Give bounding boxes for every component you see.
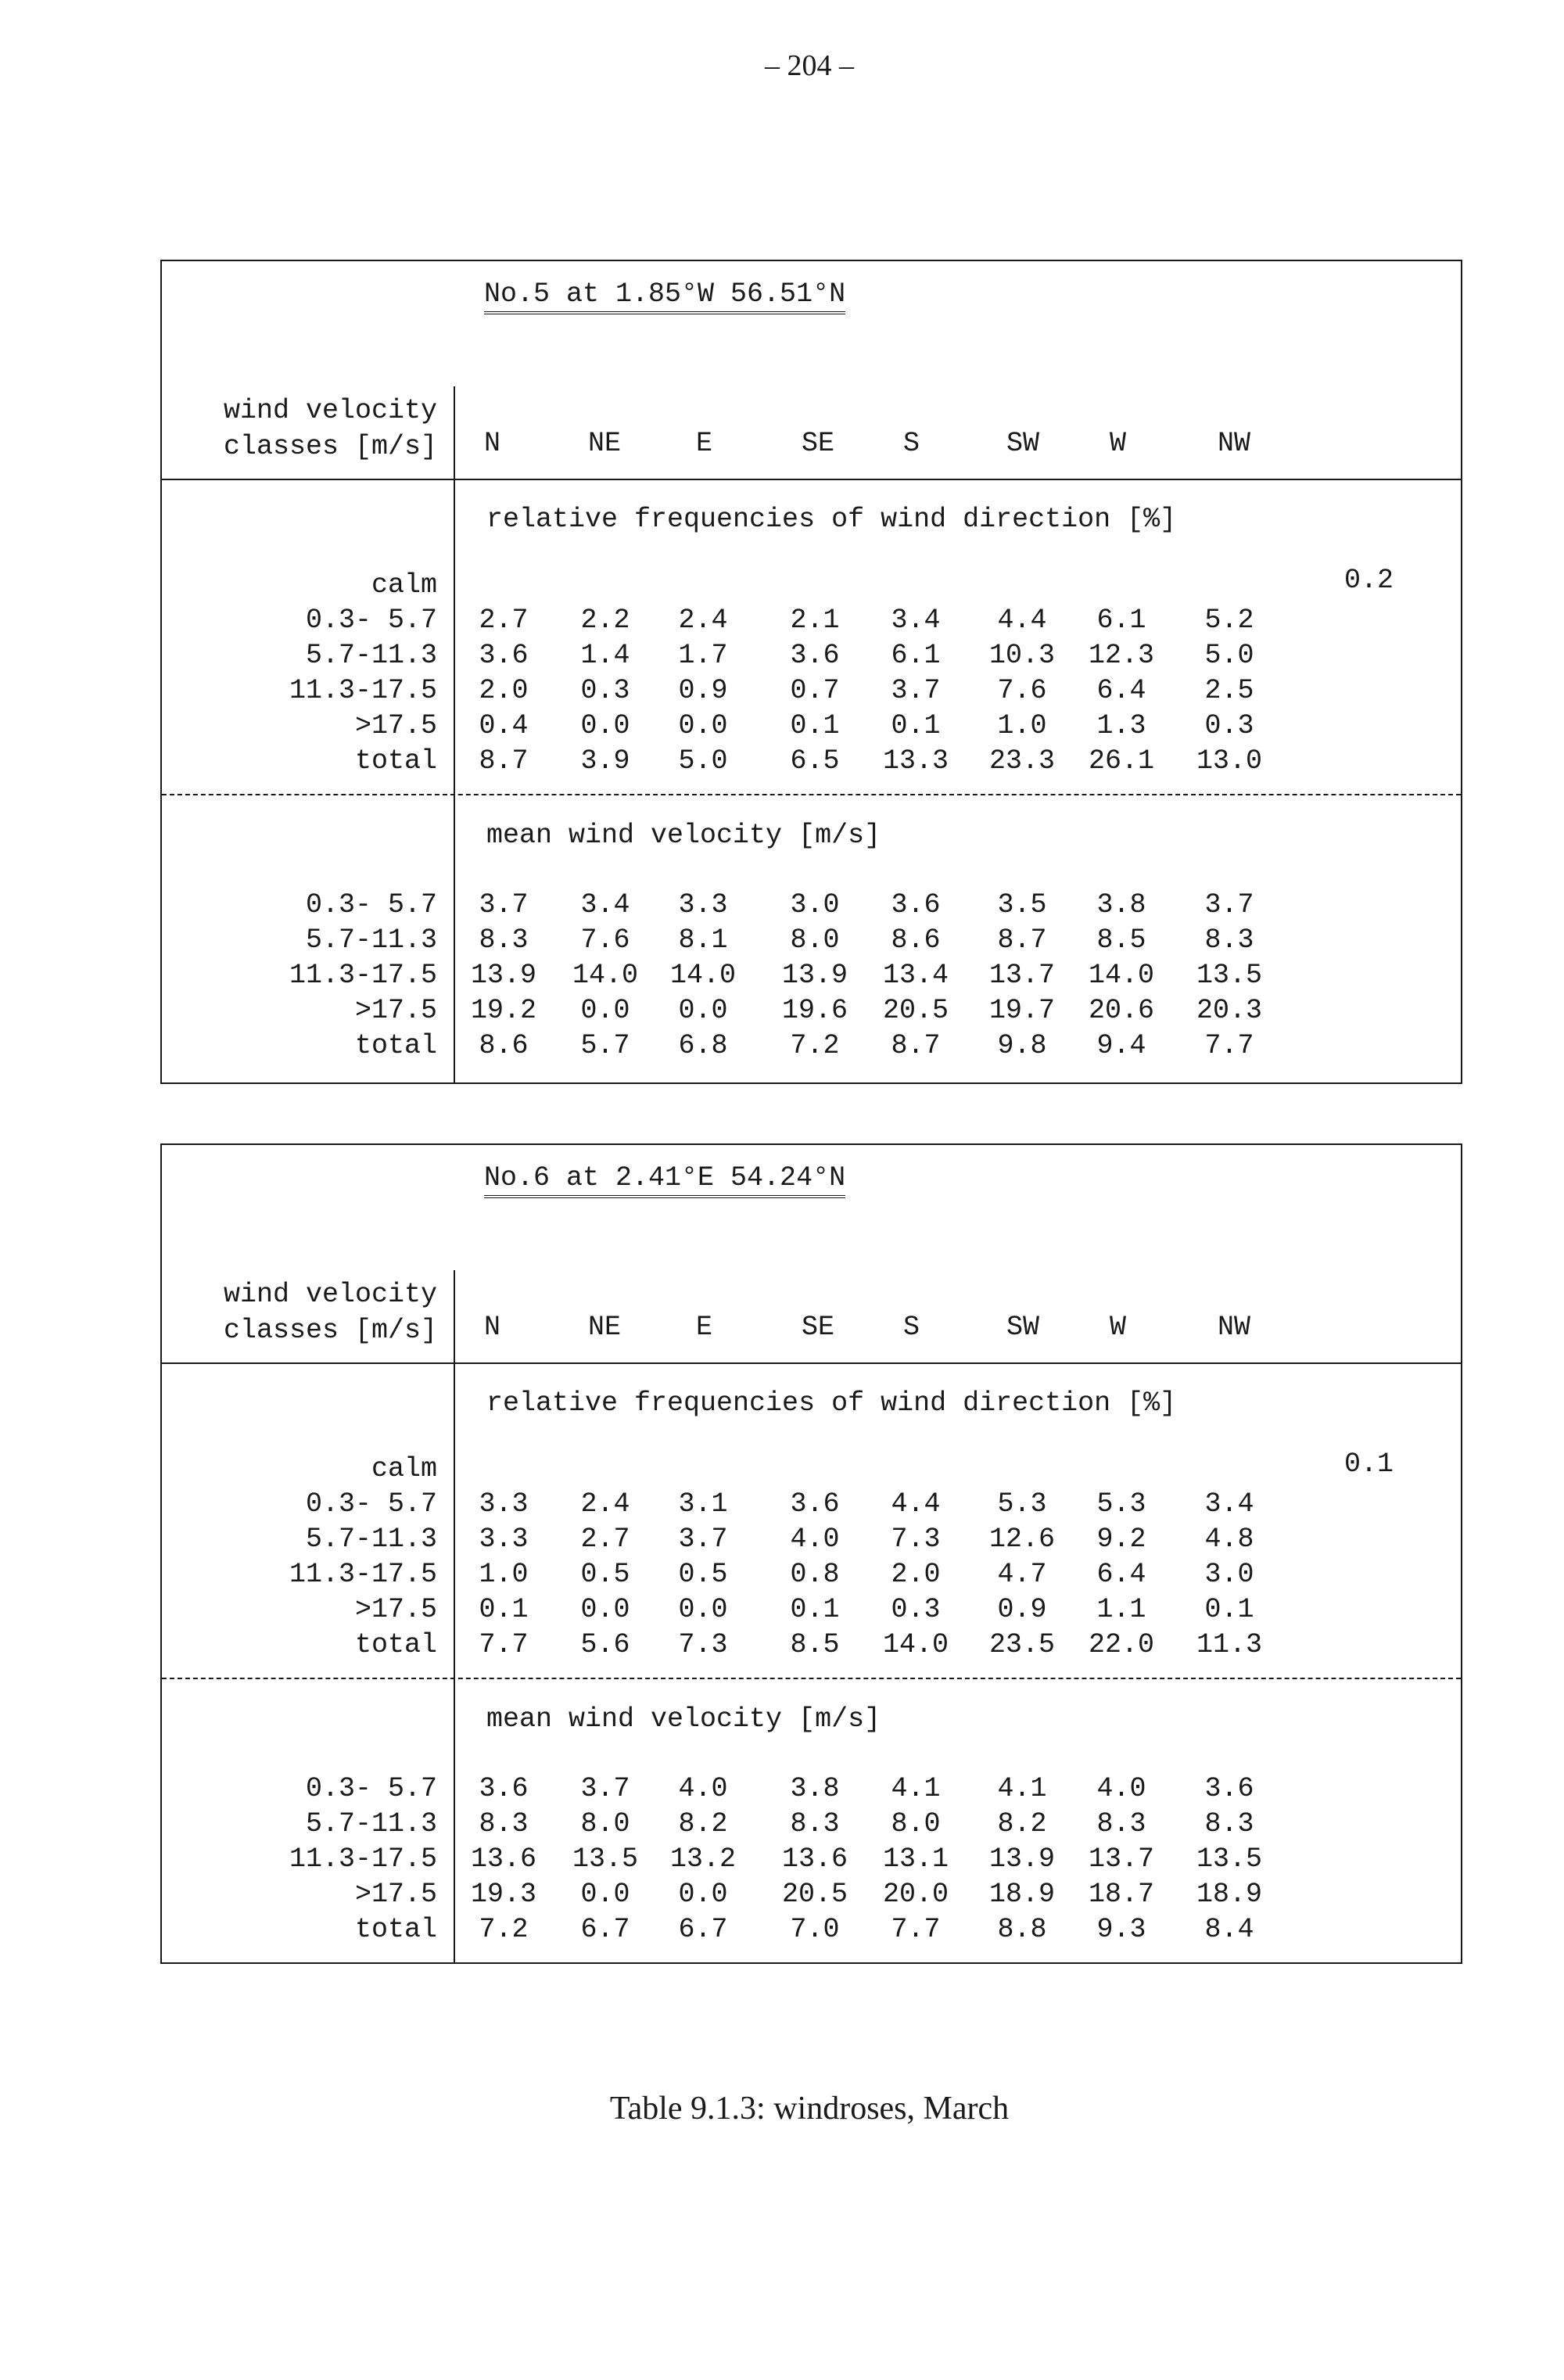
table-cell: 0.0 <box>580 1594 630 1625</box>
table-cell: 7.3 <box>891 1524 941 1555</box>
table-cell: 8.3 <box>1204 1808 1254 1840</box>
column-divider <box>454 386 455 1082</box>
row-label: 5.7-11.3 <box>305 924 437 956</box>
table-cell: 6.8 <box>678 1030 728 1061</box>
direction-header: E <box>696 428 713 459</box>
velocity-section-label: mean wind velocity [m/s] <box>486 820 881 851</box>
station-title: No.5 at 1.85°W 56.51°N <box>484 278 845 314</box>
table-cell: 7.2 <box>479 1914 529 1945</box>
table-cell: 4.1 <box>997 1773 1047 1804</box>
table-cell: 8.3 <box>790 1808 840 1840</box>
table-cell: 20.3 <box>1196 995 1262 1026</box>
table-cell: 8.7 <box>997 924 1047 956</box>
table-cell: 13.0 <box>1196 745 1262 777</box>
table-cell: 4.0 <box>1096 1773 1146 1804</box>
table-cell: 0.1 <box>891 710 941 741</box>
table-cell: 4.4 <box>891 1488 941 1520</box>
table-cell: 7.2 <box>790 1030 840 1061</box>
table-cell: 3.1 <box>678 1488 728 1520</box>
table-cell: 3.7 <box>891 675 941 706</box>
direction-header: NW <box>1218 1312 1251 1343</box>
table-cell: 18.7 <box>1088 1879 1154 1910</box>
table-cell: 13.5 <box>1196 1843 1262 1875</box>
table-cell: 3.8 <box>790 1773 840 1804</box>
table-cell: 3.7 <box>1204 889 1254 921</box>
table-cell: 13.9 <box>988 1843 1055 1875</box>
table-cell: 8.0 <box>580 1808 630 1840</box>
table-cell: 5.2 <box>1204 605 1254 636</box>
class-header-line: classes [m/s] <box>223 1315 437 1346</box>
table-cell: 26.1 <box>1088 745 1154 777</box>
table-cell: 0.0 <box>678 1879 728 1910</box>
table-cell: 7.3 <box>678 1629 728 1660</box>
direction-header: NE <box>588 1312 622 1343</box>
table-cell: 0.3 <box>580 675 630 706</box>
row-label: >17.5 <box>354 995 437 1026</box>
class-header <box>162 393 437 465</box>
table-cell: 13.1 <box>882 1843 949 1875</box>
table-cell: 19.6 <box>781 995 848 1026</box>
table-cell: 6.1 <box>891 640 941 671</box>
table-cell: 13.9 <box>781 960 848 991</box>
table-cell: 5.0 <box>1204 640 1254 671</box>
table-cell: 20.5 <box>781 1879 848 1910</box>
table-cell: 0.5 <box>678 1559 728 1590</box>
table-cell: 13.2 <box>669 1843 736 1875</box>
row-label: 0.3- 5.7 <box>305 1773 437 1804</box>
velocity-section-label: mean wind velocity [m/s] <box>486 1703 881 1735</box>
table-cell: 6.7 <box>580 1914 630 1945</box>
table-cell: 2.7 <box>580 1524 630 1555</box>
table-cell: 3.6 <box>891 889 941 921</box>
direction-header: N <box>484 428 501 459</box>
row-label: 0.3- 5.7 <box>305 1488 437 1520</box>
row-label: 5.7-11.3 <box>305 640 437 671</box>
table-cell: 3.6 <box>1204 1773 1254 1804</box>
table-cell: 6.1 <box>1096 605 1146 636</box>
table-cell: 8.7 <box>891 1030 941 1061</box>
calm-value: 0.1 <box>1344 1448 1394 1480</box>
table-cell: 3.4 <box>1204 1488 1254 1520</box>
column-divider <box>454 1270 455 1962</box>
table-cell: 3.7 <box>580 1773 630 1804</box>
table-cell: 1.3 <box>1096 710 1146 741</box>
table-cell: 0.0 <box>580 710 630 741</box>
table-cell: 14.0 <box>882 1629 949 1660</box>
table-cell: 0.5 <box>580 1559 630 1590</box>
table-cell: 22.0 <box>1088 1629 1154 1660</box>
table-cell: 2.2 <box>580 605 630 636</box>
table-cell: 3.4 <box>891 605 941 636</box>
header-rule <box>162 1362 1461 1364</box>
page-number: – 204 – <box>765 49 854 82</box>
table-cell: 2.4 <box>580 1488 630 1520</box>
table-cell: 0.1 <box>790 710 840 741</box>
calm-value: 0.2 <box>1344 565 1394 596</box>
table-cell: 7.7 <box>891 1914 941 1945</box>
table-cell: 2.1 <box>790 605 840 636</box>
row-label: >17.5 <box>354 1879 437 1910</box>
table-cell: 3.3 <box>479 1524 529 1555</box>
table-cell: 0.0 <box>678 1594 728 1625</box>
table-cell: 5.3 <box>1096 1488 1146 1520</box>
direction-header: SE <box>802 1312 835 1343</box>
row-label: 11.3-17.5 <box>289 1559 437 1590</box>
table-cell: 6.7 <box>678 1914 728 1945</box>
table-cell: 0.9 <box>997 1594 1047 1625</box>
table-cell: 13.6 <box>781 1843 848 1875</box>
row-label: 11.3-17.5 <box>289 960 437 991</box>
table-cell: 8.3 <box>1096 1808 1146 1840</box>
table-cell: 20.6 <box>1088 995 1154 1026</box>
row-label: total <box>354 745 437 777</box>
table-cell: 3.3 <box>479 1488 529 1520</box>
direction-header: SW <box>1006 1312 1040 1343</box>
table-cell: 3.6 <box>790 1488 840 1520</box>
direction-header: S <box>903 1312 920 1343</box>
class-header-line: wind velocity <box>223 395 437 426</box>
table-cell: 13.5 <box>572 1843 638 1875</box>
row-label: >17.5 <box>354 710 437 741</box>
table-cell: 8.6 <box>479 1030 529 1061</box>
table-cell: 4.0 <box>678 1773 728 1804</box>
table-cell: 8.6 <box>891 924 941 956</box>
direction-header: NE <box>588 428 622 459</box>
table-cell: 14.0 <box>572 960 638 991</box>
table-cell: 3.6 <box>790 640 840 671</box>
table-cell: 13.3 <box>882 745 949 777</box>
direction-header: NW <box>1218 428 1251 459</box>
table-cell: 8.2 <box>997 1808 1047 1840</box>
calm-label: calm <box>371 569 437 601</box>
station-title: No.6 at 2.41°E 54.24°N <box>484 1162 845 1198</box>
table-cell: 9.2 <box>1096 1524 1146 1555</box>
table-cell: 0.4 <box>479 710 529 741</box>
table-cell: 8.3 <box>479 1808 529 1840</box>
table-cell: 0.0 <box>678 710 728 741</box>
table-cell: 9.4 <box>1096 1030 1146 1061</box>
table-cell: 12.3 <box>1088 640 1154 671</box>
table-cell: 8.1 <box>678 924 728 956</box>
table-cell: 3.7 <box>678 1524 728 1555</box>
table-cell: 4.8 <box>1204 1524 1254 1555</box>
section-divider <box>162 1678 1461 1679</box>
header-rule <box>162 479 1461 480</box>
row-label: total <box>354 1030 437 1061</box>
direction-header: N <box>484 1312 501 1343</box>
table-cell: 7.7 <box>1204 1030 1254 1061</box>
table-cell: 9.3 <box>1096 1914 1146 1945</box>
table-cell: 0.0 <box>580 1879 630 1910</box>
table-cell: 5.7 <box>580 1030 630 1061</box>
table-cell: 8.0 <box>790 924 840 956</box>
table-cell: 8.3 <box>479 924 529 956</box>
table-caption: Table 9.1.3: windroses, March <box>609 2091 1010 2127</box>
row-label: 0.3- 5.7 <box>305 605 437 636</box>
table-cell: 2.0 <box>479 675 529 706</box>
table-cell: 5.6 <box>580 1629 630 1660</box>
table-cell: 1.0 <box>997 710 1047 741</box>
table-cell: 1.4 <box>580 640 630 671</box>
table-cell: 23.5 <box>988 1629 1055 1660</box>
table-cell: 4.1 <box>891 1773 941 1804</box>
table-cell: 8.0 <box>891 1808 941 1840</box>
table-cell: 6.5 <box>790 745 840 777</box>
table-cell: 3.6 <box>479 640 529 671</box>
direction-header: S <box>903 428 920 459</box>
table-cell: 3.8 <box>1096 889 1146 921</box>
table-cell: 2.7 <box>479 605 529 636</box>
row-label: 0.3- 5.7 <box>305 889 437 921</box>
direction-header: W <box>1110 1312 1127 1343</box>
table-cell: 13.7 <box>988 960 1055 991</box>
row-label: total <box>354 1629 437 1660</box>
table-cell: 0.9 <box>678 675 728 706</box>
table-cell: 7.7 <box>479 1629 529 1660</box>
table-cell: 4.7 <box>997 1559 1047 1590</box>
table-cell: 0.1 <box>790 1594 840 1625</box>
table-cell: 6.4 <box>1096 675 1146 706</box>
table-cell: 19.3 <box>470 1879 536 1910</box>
direction-header: SE <box>802 428 835 459</box>
table-cell: 5.0 <box>678 745 728 777</box>
table-cell: 8.5 <box>1096 924 1146 956</box>
table-cell: 19.7 <box>988 995 1055 1026</box>
table-cell: 3.5 <box>997 889 1047 921</box>
class-header-line: classes [m/s] <box>223 431 437 462</box>
table-cell: 11.3 <box>1196 1629 1262 1660</box>
table-cell: 9.8 <box>997 1030 1047 1061</box>
row-label: 11.3-17.5 <box>289 1843 437 1875</box>
table-cell: 2.4 <box>678 605 728 636</box>
table-cell: 20.0 <box>882 1879 949 1910</box>
table-cell: 7.0 <box>790 1914 840 1945</box>
table-cell: 0.0 <box>678 995 728 1026</box>
table-cell: 10.3 <box>988 640 1055 671</box>
table-cell: 12.6 <box>988 1524 1055 1555</box>
table-cell: 13.5 <box>1196 960 1262 991</box>
table-cell: 0.7 <box>790 675 840 706</box>
table-cell: 13.6 <box>470 1843 536 1875</box>
table-cell: 20.5 <box>882 995 949 1026</box>
table-cell: 3.6 <box>479 1773 529 1804</box>
table-cell: 8.3 <box>1204 924 1254 956</box>
table-cell: 4.4 <box>997 605 1047 636</box>
table-cell: 3.9 <box>580 745 630 777</box>
table-cell: 13.9 <box>470 960 536 991</box>
table-cell: 14.0 <box>1088 960 1154 991</box>
table-cell: 0.8 <box>790 1559 840 1590</box>
table-cell: 2.0 <box>891 1559 941 1590</box>
table-cell: 7.6 <box>997 675 1047 706</box>
table-cell: 8.8 <box>997 1914 1047 1945</box>
table-cell: 5.3 <box>997 1488 1047 1520</box>
direction-header: W <box>1110 428 1127 459</box>
table-cell: 8.5 <box>790 1629 840 1660</box>
table-cell: 0.0 <box>580 995 630 1026</box>
row-label: >17.5 <box>354 1594 437 1625</box>
table-cell: 14.0 <box>669 960 736 991</box>
table-cell: 18.9 <box>1196 1879 1262 1910</box>
table-cell: 13.7 <box>1088 1843 1154 1875</box>
table-cell: 8.7 <box>479 745 529 777</box>
table-cell: 23.3 <box>988 745 1055 777</box>
table-cell: 1.7 <box>678 640 728 671</box>
windrose-table-station-6 <box>160 1143 1462 1964</box>
row-label: 5.7-11.3 <box>305 1524 437 1555</box>
table-cell: 0.3 <box>891 1594 941 1625</box>
table-cell: 18.9 <box>988 1879 1055 1910</box>
table-cell: 3.0 <box>1204 1559 1254 1590</box>
table-cell: 2.5 <box>1204 675 1254 706</box>
frequency-section-label: relative frequencies of wind direction [%] <box>486 1387 1177 1419</box>
table-cell: 7.6 <box>580 924 630 956</box>
section-divider <box>162 794 1461 795</box>
table-cell: 8.2 <box>678 1808 728 1840</box>
table-cell: 3.0 <box>790 889 840 921</box>
table-cell: 4.0 <box>790 1524 840 1555</box>
table-cell: 1.1 <box>1096 1594 1146 1625</box>
table-cell: 0.3 <box>1204 710 1254 741</box>
table-cell: 3.3 <box>678 889 728 921</box>
direction-header: SW <box>1006 428 1040 459</box>
table-cell: 3.4 <box>580 889 630 921</box>
class-header <box>162 1276 437 1348</box>
row-label: total <box>354 1914 437 1945</box>
table-cell: 1.0 <box>479 1559 529 1590</box>
table-cell: 19.2 <box>470 995 536 1026</box>
frequency-section-label: relative frequencies of wind direction [%] <box>486 504 1177 535</box>
table-cell: 0.1 <box>1204 1594 1254 1625</box>
calm-label: calm <box>371 1453 437 1484</box>
table-cell: 6.4 <box>1096 1559 1146 1590</box>
table-cell: 0.1 <box>479 1594 529 1625</box>
row-label: 11.3-17.5 <box>289 675 437 706</box>
direction-header: E <box>696 1312 713 1343</box>
windrose-table-station-5 <box>160 260 1462 1084</box>
row-label: 5.7-11.3 <box>305 1808 437 1840</box>
table-cell: 13.4 <box>882 960 949 991</box>
table-cell: 8.4 <box>1204 1914 1254 1945</box>
class-header-line: wind velocity <box>223 1279 437 1310</box>
table-cell: 3.7 <box>479 889 529 921</box>
